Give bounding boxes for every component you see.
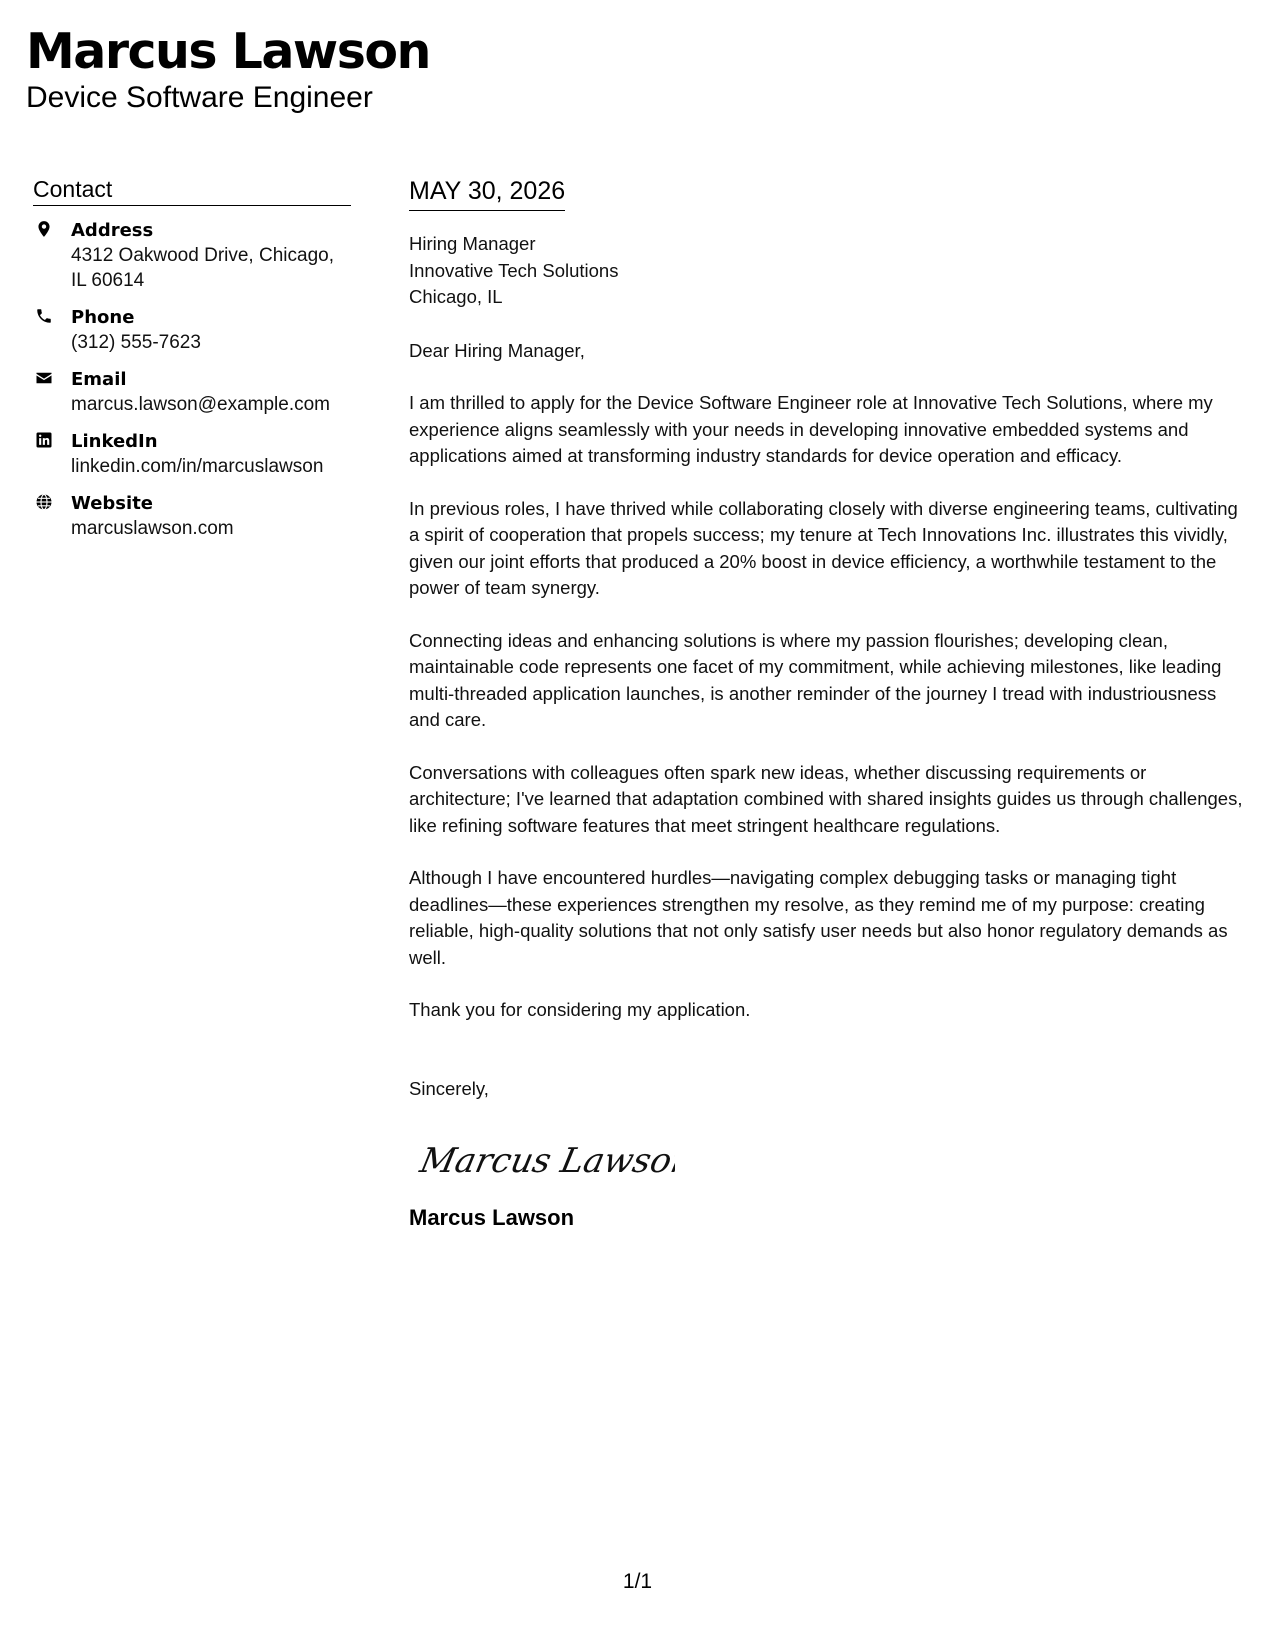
contact-item-linkedin [33,429,351,479]
letter-date: MAY 30, 2026 [409,176,565,211]
recipient-location: Chicago, IL [409,286,503,307]
envelope-icon [35,369,53,387]
body-paragraph: Although I have encountered hurdles—navigating complex debugging tasks or managing tight deadlines—these experiences strengthen my resolve, as they remind me of my purpose: creating reliable, high-quality solutions that not only satisfy user needs but also honor regulatory demands as well. [409,867,1228,968]
contact-item-email [33,367,351,417]
phone-icon [35,307,53,325]
handwritten-signature [415,1132,1249,1188]
contact-item-website [33,491,351,541]
contact-sidebar [33,176,351,553]
contact-item-address [33,218,351,293]
contact-heading: Contact [33,176,351,206]
recipient-title: Hiring Manager [409,233,536,254]
contact-item-phone [33,305,351,355]
contact-value-email[interactable]: marcus.lawson@example.com [71,394,330,415]
body-paragraph: Connecting ideas and enhancing solutions is where my passion flourishes; developing clean, maintainable code represents one facet of my commitment, while achieving milestones, like leading multi-threaded application launches, is another reminder of the journey I tread with industriousness and care. [409,629,1222,730]
applicant-name: Marcus Lawson [26,23,430,80]
signature-glyphs: Marcus Lawson [416,1141,675,1181]
map-pin-icon [35,220,53,238]
signer-name: Marcus Lawson [409,1205,575,1230]
contact-value-phone: (312) 555-7623 [71,332,201,353]
contact-label-website: Website [71,493,154,514]
body-paragraph: Thank you for considering my application. [409,999,751,1020]
recipient-block [409,231,1249,311]
contact-label-linkedin: LinkedIn [71,431,158,452]
contact-label-email: Email [71,369,127,390]
recipient-company: Innovative Tech Solutions [409,259,619,281]
page-number: 1/1 [622,1570,653,1593]
applicant-job-title: Device Software Engineer [26,81,373,114]
contact-value-address: 4312 Oakwood Drive, Chicago, IL 60614 [71,245,334,291]
salutation: Dear Hiring Manager, [409,339,585,361]
contact-value-linkedin[interactable]: linkedin.com/in/marcuslawson [71,456,324,477]
body-paragraph: Conversations with colleagues often spark new ideas, whether discussing requirements or architecture; I've learned that adaptation combined with shared insights guides us through challenges, like refining software features that meet stringent healthcare regulations. [409,761,1243,836]
body-paragraph: In previous roles, I have thrived while collaborating closely with diverse engineering teams, cultivating a spirit of cooperation that propels success; my tenure at Tech Innovations Inc. illustrates this vividly, given our joint efforts that produced a 20% boost in device efficiency, a worthwhile testament to the power of team synergy. [409,497,1238,598]
contact-label-phone: Phone [71,307,135,328]
globe-icon [35,493,53,511]
letter-body [409,176,1249,1232]
letter-header [26,22,430,115]
linkedin-icon [35,431,53,449]
body-paragraph: I am thrilled to apply for the Device Software Engineer role at Innovative Tech Solutions, where my experience aligns seamlessly with your needs in developing innovative embedded systems and applications aimed at transforming industry standards for device operation and efficacy. [409,392,1213,466]
closing: Sincerely, [409,1077,489,1099]
contact-label-address: Address [71,220,154,241]
contact-value-website[interactable]: marcuslawson.com [71,518,234,539]
